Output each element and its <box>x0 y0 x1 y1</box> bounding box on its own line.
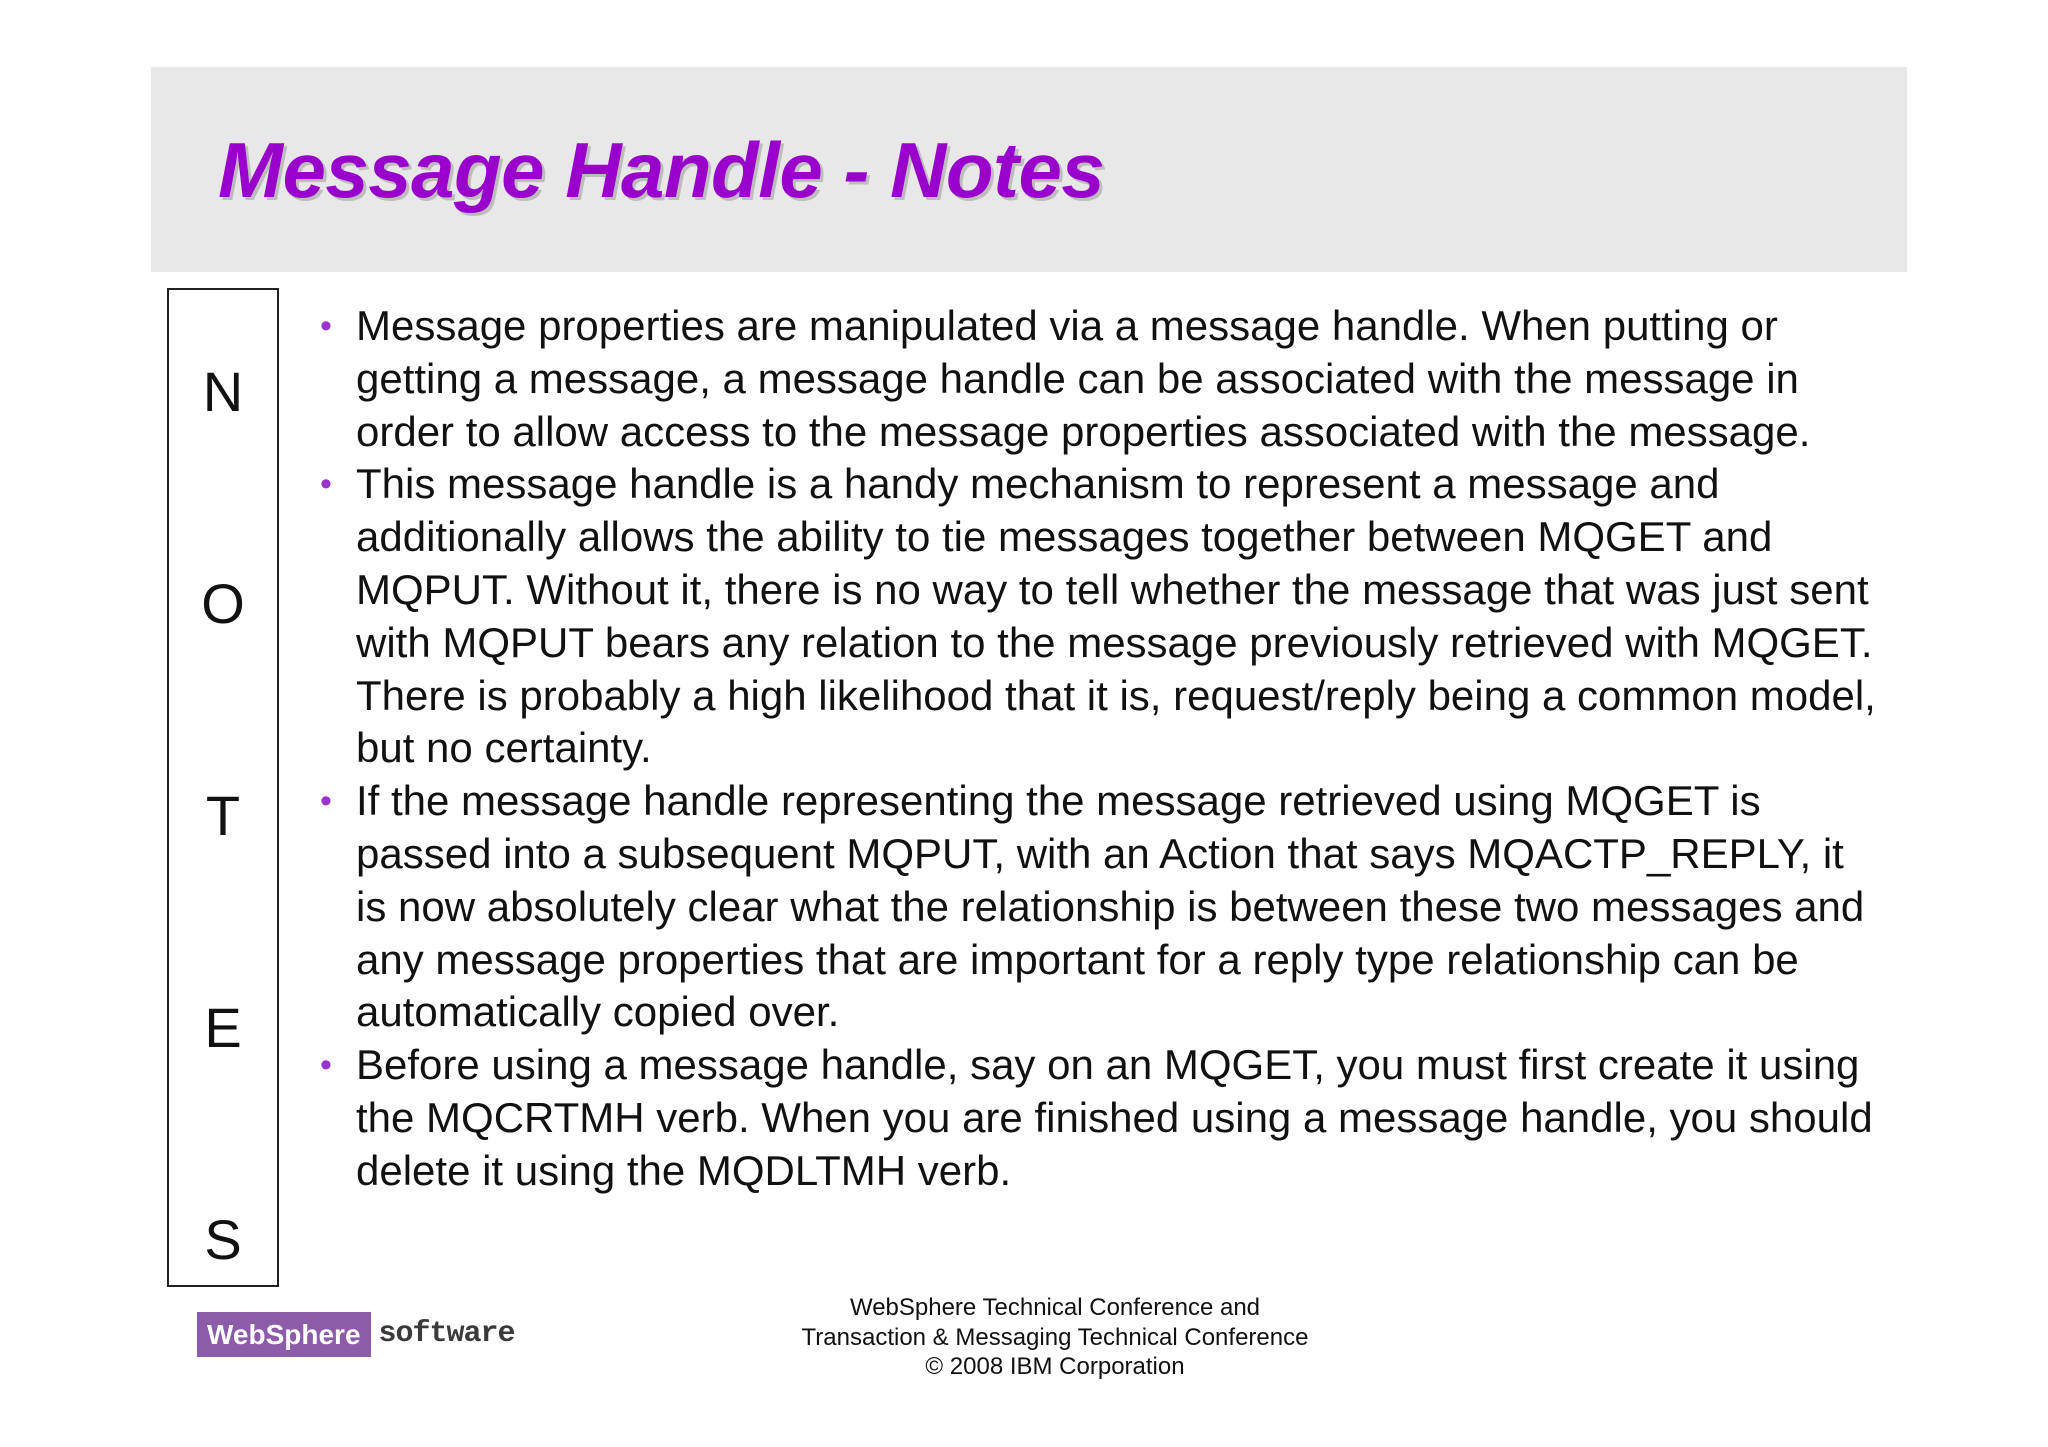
footer-line-2: Transaction & Messaging Technical Conference <box>801 1323 1309 1351</box>
bullet-item: • If the message handle representing the message retrieved using MQGET is passed into a subsequent MQPUT, with an Action that says MQACTP_REPLY, it is now absolutely clear what the relationship is between these two messages and any message properties that are important for a reply type relationship can be automatically copied over. <box>316 775 1876 1039</box>
footer <box>700 1293 1410 1382</box>
notes-letter-e: E <box>204 996 242 1059</box>
notes-letter-o: O <box>201 572 245 635</box>
title-band <box>151 67 1907 272</box>
bullet-item: • Message properties are manipulated via a message handle. When putting or getting a message, a message handle can be associated with the message in order to allow access to the message properties associated with the message. <box>316 300 1876 458</box>
bullet-list <box>316 300 1876 1198</box>
notes-marker-box <box>167 288 279 1287</box>
notes-content <box>316 300 1876 1198</box>
logo-brand: WebSphere <box>197 1312 371 1357</box>
notes-letter-n: N <box>202 360 244 423</box>
websphere-logo <box>197 1312 515 1357</box>
footer-copyright: © 2008 IBM Corporation <box>925 1353 1185 1380</box>
page-title: Message Handle - Notes <box>218 126 1105 214</box>
footer-line-1: WebSphere Technical Conference and <box>849 1294 1261 1321</box>
notes-letter-t: T <box>205 784 241 847</box>
notes-letter-s: S <box>204 1208 242 1271</box>
bullet-item: • This message handle is a handy mechanism to represent a message and additionally allows the ability to tie messages together between MQGET and MQPUT. Without it, there is no way to tell whether the message that was just sent with MQPUT bears any relation to the message previously retrieved with MQGET. There is probably a high likelihood that it is, request/reply being a common model, but no certainty. <box>316 458 1876 775</box>
bullet-item: • Before using a message handle, say on an MQGET, you must first create it using the MQCRTMH verb. When you are finished using a message handle, you should delete it using the MQDLTMH verb. <box>316 1039 1876 1197</box>
logo-suffix: software <box>378 1317 515 1351</box>
